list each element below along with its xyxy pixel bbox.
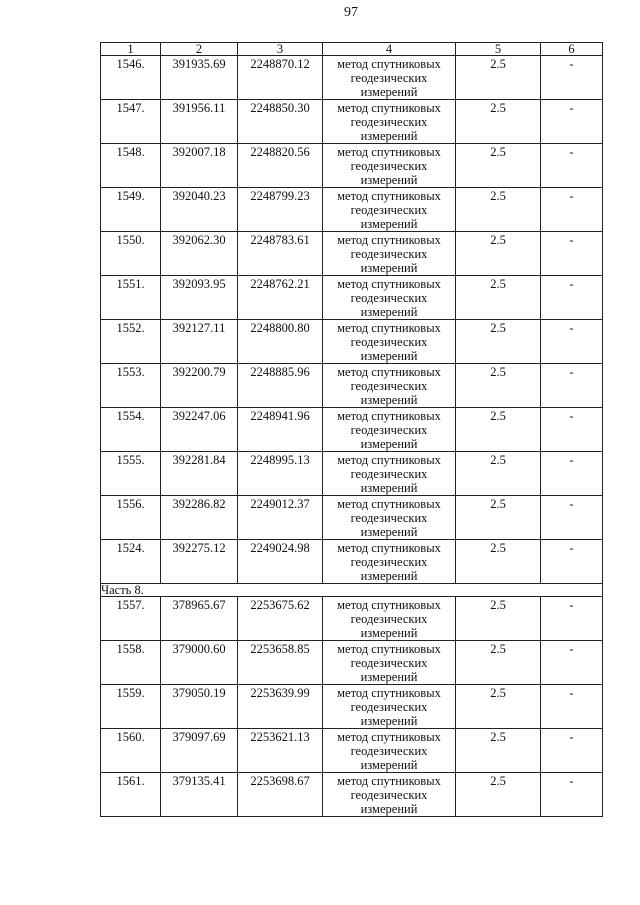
column-3-cell: 2253658.85 (238, 641, 323, 685)
column-2-cell: 391956.11 (161, 100, 238, 144)
table-row (101, 56, 603, 100)
column-2-cell: 392093.95 (161, 276, 238, 320)
method-cell: метод спутниковых геодезических измерений (323, 364, 456, 408)
section-label: Часть 8. (101, 584, 603, 597)
column-6-cell: - (541, 685, 603, 729)
column-2-cell: 392247.06 (161, 408, 238, 452)
column-3-cell: 2253675.62 (238, 597, 323, 641)
column-3-cell: 2248885.96 (238, 364, 323, 408)
header-cell-4: 4 (323, 43, 456, 56)
method-cell: метод спутниковых геодезических измерений (323, 276, 456, 320)
table-row (101, 408, 603, 452)
table-row (101, 773, 603, 817)
column-6-cell: - (541, 364, 603, 408)
table-row (101, 597, 603, 641)
method-cell: метод спутниковых геодезических измерений (323, 641, 456, 685)
point-number-cell: 1555. (101, 452, 161, 496)
column-6-cell: - (541, 597, 603, 641)
column-6-cell: - (541, 276, 603, 320)
method-cell: метод спутниковых геодезических измерений (323, 320, 456, 364)
table-row (101, 729, 603, 773)
column-5-cell: 2.5 (456, 452, 541, 496)
column-2-cell: 379097.69 (161, 729, 238, 773)
column-5-cell: 2.5 (456, 540, 541, 584)
coordinates-table (100, 42, 603, 817)
column-3-cell: 2248995.13 (238, 452, 323, 496)
column-5-cell: 2.5 (456, 188, 541, 232)
column-2-cell: 391935.69 (161, 56, 238, 100)
method-cell: метод спутниковых геодезических измерений (323, 408, 456, 452)
section-row (101, 584, 603, 597)
point-number-cell: 1558. (101, 641, 161, 685)
column-3-cell: 2248820.56 (238, 144, 323, 188)
table-row (101, 641, 603, 685)
column-2-cell: 392281.84 (161, 452, 238, 496)
table-row (101, 452, 603, 496)
table-row (101, 100, 603, 144)
column-5-cell: 2.5 (456, 144, 541, 188)
table-row (101, 320, 603, 364)
column-5-cell: 2.5 (456, 364, 541, 408)
column-3-cell: 2248783.61 (238, 232, 323, 276)
column-6-cell: - (541, 100, 603, 144)
point-number-cell: 1548. (101, 144, 161, 188)
column-6-cell: - (541, 56, 603, 100)
method-cell: метод спутниковых геодезических измерений (323, 597, 456, 641)
column-2-cell: 378965.67 (161, 597, 238, 641)
column-6-cell: - (541, 773, 603, 817)
column-2-cell: 392200.79 (161, 364, 238, 408)
column-6-cell: - (541, 452, 603, 496)
column-2-cell: 392275.12 (161, 540, 238, 584)
method-cell: метод спутниковых геодезических измерений (323, 144, 456, 188)
column-2-cell: 379000.60 (161, 641, 238, 685)
method-cell: метод спутниковых геодезических измерений (323, 232, 456, 276)
table-row (101, 144, 603, 188)
column-3-cell: 2253639.99 (238, 685, 323, 729)
table-row (101, 232, 603, 276)
column-5-cell: 2.5 (456, 641, 541, 685)
table-row (101, 540, 603, 584)
table-row (101, 496, 603, 540)
column-5-cell: 2.5 (456, 408, 541, 452)
column-5-cell: 2.5 (456, 773, 541, 817)
column-5-cell: 2.5 (456, 232, 541, 276)
column-3-cell: 2253698.67 (238, 773, 323, 817)
column-2-cell: 392007.18 (161, 144, 238, 188)
column-6-cell: - (541, 540, 603, 584)
column-6-cell: - (541, 144, 603, 188)
column-3-cell: 2253621.13 (238, 729, 323, 773)
point-number-cell: 1557. (101, 597, 161, 641)
column-2-cell: 392062.30 (161, 232, 238, 276)
table-body (101, 56, 603, 817)
point-number-cell: 1546. (101, 56, 161, 100)
point-number-cell: 1560. (101, 729, 161, 773)
column-6-cell: - (541, 408, 603, 452)
method-cell: метод спутниковых геодезических измерений (323, 188, 456, 232)
header-cell-6: 6 (541, 43, 603, 56)
column-5-cell: 2.5 (456, 320, 541, 364)
method-cell: метод спутниковых геодезических измерений (323, 773, 456, 817)
method-cell: метод спутниковых геодезических измерений (323, 100, 456, 144)
column-5-cell: 2.5 (456, 276, 541, 320)
column-3-cell: 2249012.37 (238, 496, 323, 540)
point-number-cell: 1553. (101, 364, 161, 408)
column-6-cell: - (541, 496, 603, 540)
table-row (101, 364, 603, 408)
column-5-cell: 2.5 (456, 729, 541, 773)
header-cell-2: 2 (161, 43, 238, 56)
point-number-cell: 1549. (101, 188, 161, 232)
method-cell: метод спутниковых геодезических измерений (323, 685, 456, 729)
page-number: 97 (344, 5, 358, 20)
method-cell: метод спутниковых геодезических измерений (323, 729, 456, 773)
column-5-cell: 2.5 (456, 685, 541, 729)
column-2-cell: 379050.19 (161, 685, 238, 729)
point-number-cell: 1552. (101, 320, 161, 364)
column-5-cell: 2.5 (456, 56, 541, 100)
column-3-cell: 2248850.30 (238, 100, 323, 144)
column-5-cell: 2.5 (456, 496, 541, 540)
column-3-cell: 2248941.96 (238, 408, 323, 452)
column-2-cell: 392040.23 (161, 188, 238, 232)
column-3-cell: 2248800.80 (238, 320, 323, 364)
point-number-cell: 1524. (101, 540, 161, 584)
header-cell-3: 3 (238, 43, 323, 56)
column-6-cell: - (541, 232, 603, 276)
method-cell: метод спутниковых геодезических измерений (323, 56, 456, 100)
header-cell-5: 5 (456, 43, 541, 56)
column-2-cell: 379135.41 (161, 773, 238, 817)
table-row (101, 188, 603, 232)
point-number-cell: 1556. (101, 496, 161, 540)
column-5-cell: 2.5 (456, 100, 541, 144)
point-number-cell: 1559. (101, 685, 161, 729)
header-cell-1: 1 (101, 43, 161, 56)
column-3-cell: 2248762.21 (238, 276, 323, 320)
point-number-cell: 1550. (101, 232, 161, 276)
column-5-cell: 2.5 (456, 597, 541, 641)
table-row (101, 276, 603, 320)
column-2-cell: 392127.11 (161, 320, 238, 364)
method-cell: метод спутниковых геодезических измерений (323, 452, 456, 496)
point-number-cell: 1561. (101, 773, 161, 817)
method-cell: метод спутниковых геодезических измерений (323, 540, 456, 584)
column-6-cell: - (541, 729, 603, 773)
column-6-cell: - (541, 320, 603, 364)
column-6-cell: - (541, 641, 603, 685)
column-6-cell: - (541, 188, 603, 232)
point-number-cell: 1554. (101, 408, 161, 452)
column-2-cell: 392286.82 (161, 496, 238, 540)
table-header-row (101, 43, 603, 56)
column-3-cell: 2248799.23 (238, 188, 323, 232)
point-number-cell: 1551. (101, 276, 161, 320)
point-number-cell: 1547. (101, 100, 161, 144)
table-row (101, 685, 603, 729)
column-3-cell: 2248870.12 (238, 56, 323, 100)
method-cell: метод спутниковых геодезических измерений (323, 496, 456, 540)
column-3-cell: 2249024.98 (238, 540, 323, 584)
